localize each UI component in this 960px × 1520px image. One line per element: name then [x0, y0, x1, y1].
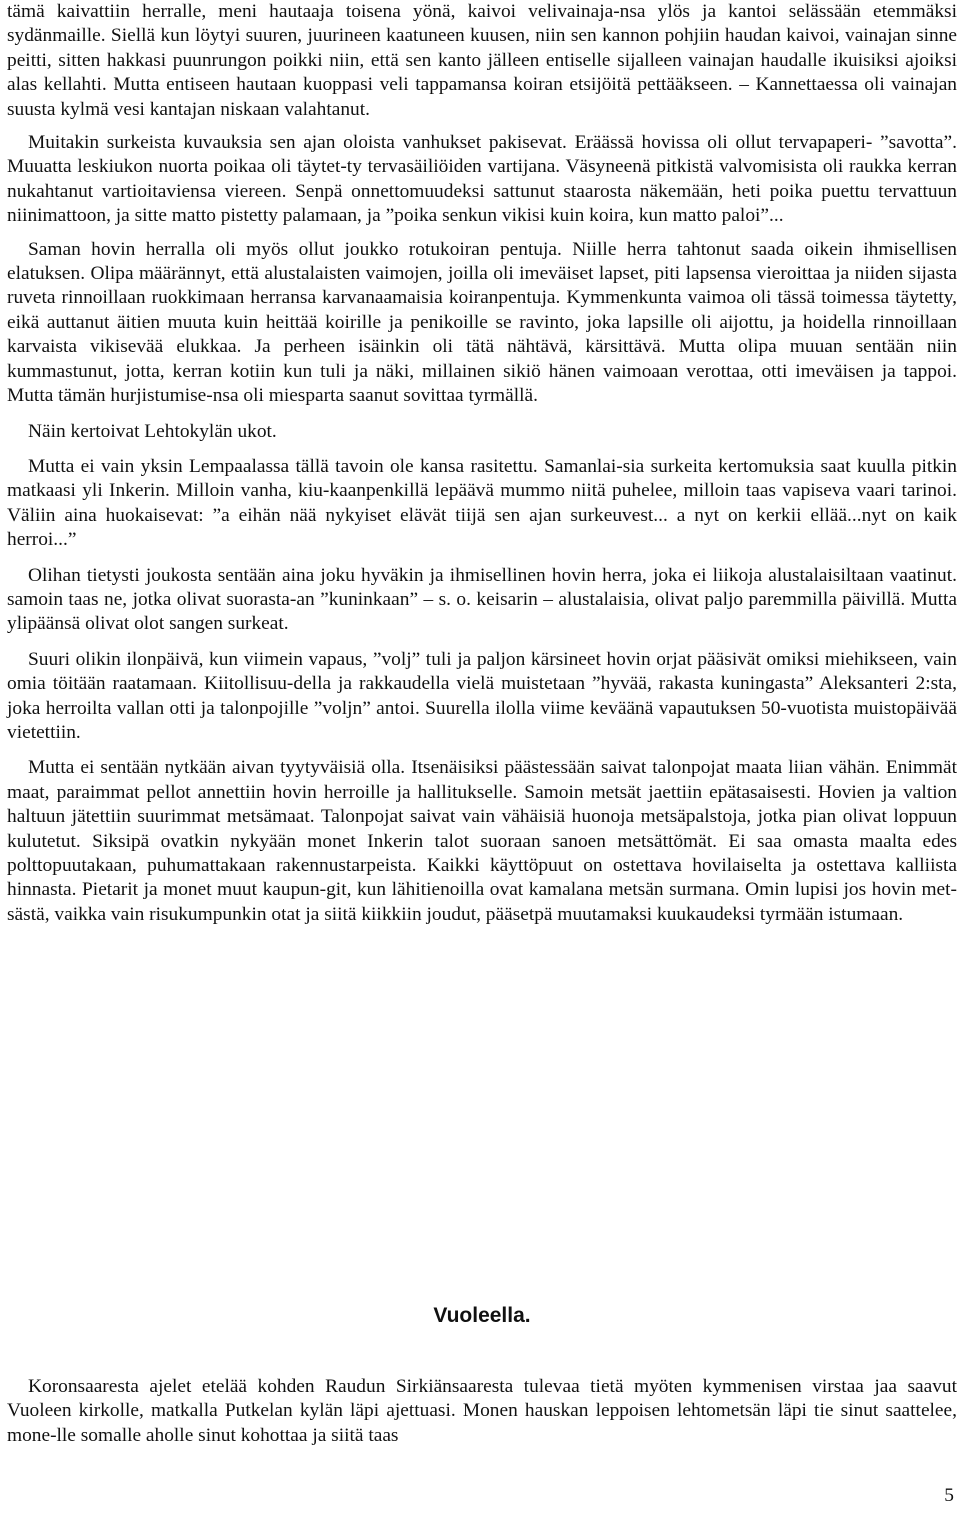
paragraph-6: Olihan tietysti joukosta sentään aina joku hyväkin ja ihmisellinen hovin herra, joka ei liikoja alustalaisiltaan vaatinut. samoin taas ne, jotka olivat suorasta-an ”kuninkaan” – s. o. keisarin – alustalaisia, olivat paljo paremmilla päivillä. Mutta ylipäänsä olivat olot sangen surkeat.	[7, 564, 957, 635]
paragraph-8: Mutta ei sentään nytkään aivan tyytyväisiä olla. Itsenäisiksi päästessään saivat talonpojat maata liian vähän. Enimmät maat, paraimmat pellot annettiin hovin herroille ja hallitukselle. Samoin metsät jaettiin epätasaisesti. Hovien ja valtion haltuun jätettiin suurimmat metsämaat. Talonpojat saivat vain vähäisiä huonoja metsäpalstoja, jotka pian olivat loppuun kulutetut. Siksipä ovatkin nykyään monet Inkerin talot suoraan sanoen metsättömät. Ei saa omasta maalta edes polttopuutakaan, puhumattakaan rakennustarpeista. Kaikki käyttöpuut on ostettava hovilaiselta ja ostettava kalliista hinnasta. Pietarit ja monet muut kaupun-git, kun lähitienoilla ovat kamalana metsän surmana. Omin lupisi jos hovin met-sästä, vaikka vain risukumpunkin otat ja siitä kiikkiin joudut, pääsetpä muutamaksi kuukaudeksi tyrmään istumaan.	[7, 757, 957, 925]
section-heading: Vuoleella.	[433, 1304, 531, 1327]
paragraph-1: tämä kaivattiin herralle, meni hautaaja toisena yönä, kaivoi velivainaja-nsa ylös ja kantoi selässään etemmäksi sydänmaille. Siellä kun löytyi suuren, juurineen kaatuneen kuusen, niin sen kannon pohjiin haudan kaivoi, vainajan sinne peitti, sitten hakkasi puunrungon poikki niin, että sen kanto jälleen entiselle sijalleen vainajan haudalle ikuisiksi ajoiksi alas kellahti. Mutta entiseen hautaan kuoppasi veli tappamansa koiran etsijöitä pettääkseen. – Kannettaessa oli vainajan suusta kylmä vesi kantajan niskaan valahtanut.	[7, 1, 957, 120]
paragraph-9: Koronsaaresta ajelet etelää kohden Raudun Sirkiänsaaresta tulevaa tietä myöten kymmenisen virstaa jaa saavut Vuoleen kirkolle, matkalla Putkelan kylän läpi ajettuasi. Monen hauskan leppoisen lehtometsän läpi tie sinut saattelee, mone-lle somalle aholle sinut kohottaa ja siitä taas	[7, 1376, 957, 1446]
paragraph-5: Mutta ei vain yksin Lempaalassa tällä tavoin ole kansa rasitettu. Samanlai-sia surkeita kertomuksia saat kuulla pitkin matkaasi yli Inkerin. Milloin vanha, kiu-kaanpenkillä lepäävä mummo niitä puhelee, milloin taas vapiseva vaari tarinoi. Väliin aina huokaisevat: ”a eihän nää nykyiset elävät tiijä sen ajan surkeuvest... a nyt on kerkii ellää...nyt on kaik herroi...”	[7, 455, 957, 551]
paragraph-2: Muitakin surkeista kuvauksia sen ajan oloista vanhukset pakisevat. Eräässä hovissa oli ollut tervapaperi- ”savotta”. Muuatta leskiukon nuorta poikaa oli täytet-ty tervasäiliöiden vartijana. Väsyneenä pitkistä valvomisista oli raukka kerran nukahtanut vartioitaviensa viereen. Senpä onnettomuudeksi sattunut staarosta näkemään, heti poika puettu tervattuun niinimattoon, ja sitte matto pistetty palamaan, ja ”poika senkun vikisi kuin koira, kun matto paloi”...	[7, 132, 957, 227]
paragraph-3: Saman hovin herralla oli myös ollut joukko rotukoiran pentuja. Niille herra tahtonut saada oikein ihmisellisen elatuksen. Olipa määrännyt, että alustalaisten vaimojen, joilla oli imeväiset lapset, piti lapsensa vieroittaa ja niiden sijasta ruveta rinnoillaan ruokkimaan herransa karvanaamaisia koiranpentuja. Kymmenkunta vaimoa oli tässä toimessa täytetty, eikä auttanut äitien muuta kuin heittää koirille ja penikoille se ravinto, joka lapsille oli aijottu, ja hoidella rinnoillaan karvaista vikisevää elukkaa. Ja perheen isäinkin oli tätä nähtävä, kärsittävä. Mutta olipa muuan sentään niin kummastunut, jotta, kerran kotiin kun tuli ja näki, millainen sikiö hänen vaimoaan verottaa, otti imeväisen ja tappoi. Mutta tämän hurjistumise-nsa oli miesparta saanut sovittaa tyrmällä.	[7, 238, 957, 407]
document-page	[7, 0, 957, 1446]
section-body	[7, 1375, 957, 1448]
paragraph-7: Suuri olikin ilonpäivä, kun viimein vapaus, ”volj” tuli ja paljon kärsineet hovin orjat pääsivät omiksi miehikseen, vain omia töitään raatamaan. Kiitollisuu-della ja rakkaudella vielä muistetaan ”hyvää, rakasta kuningasta” Aleksanteri 2:sta, joka herroilta vallan otti ja talonpojille ”voljn” antoi. Suurella ilolla viime keväänä vapautuksen 50-vuotista muistopäivää vietettiin.	[7, 648, 957, 743]
page-number: 5	[944, 1485, 954, 1506]
paragraph-4: Näin kertoivat Lehtokylän ukot.	[28, 420, 277, 442]
